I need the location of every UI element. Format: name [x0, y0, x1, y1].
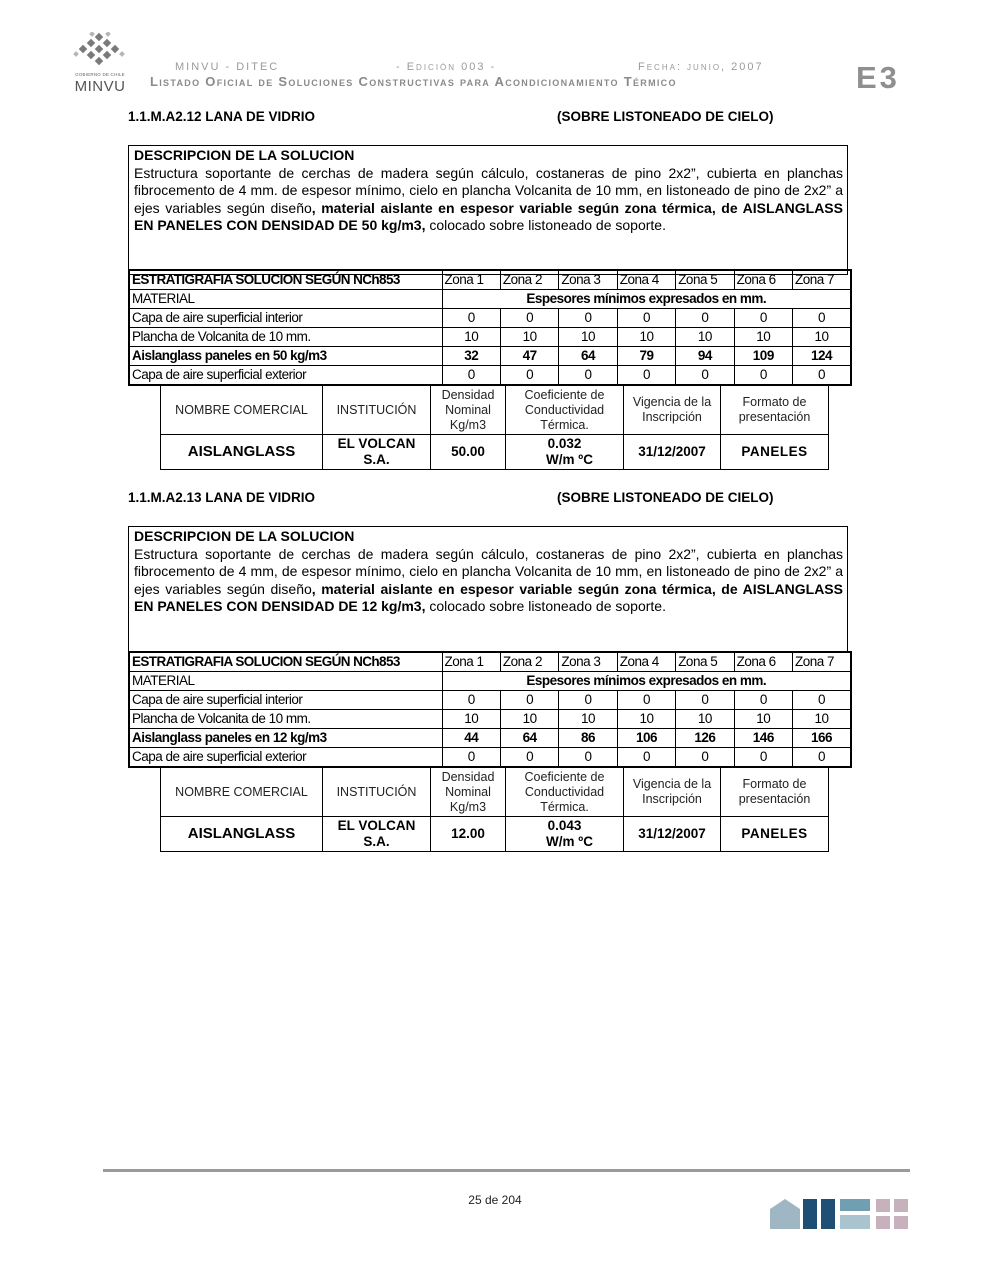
density: 50.00 — [431, 435, 506, 470]
row-name: Aislanglass paneles en 50 kg/m3 — [129, 347, 442, 366]
logo-minvu-text: MINVU — [74, 78, 126, 95]
table-header-row — [161, 386, 829, 435]
format: PANELES — [721, 817, 829, 852]
header-cell: NOMBRE COMERCIAL — [161, 386, 323, 435]
zone-header: Zona 4 — [617, 652, 675, 672]
cell: 0 — [793, 309, 851, 328]
zone-header: Zona 7 — [793, 652, 851, 672]
row-name: Capa de aire superficial interior — [129, 309, 442, 328]
header-cell: Formato de presentación — [721, 768, 829, 817]
header-cell: Densidad Nominal Kg/m3 — [431, 386, 506, 435]
cell: 10 — [676, 328, 734, 347]
cell: 0 — [442, 309, 500, 328]
material-label: MATERIAL — [129, 672, 442, 691]
row-name: Capa de aire superficial exterior — [129, 748, 442, 768]
zone-header: Zona 4 — [617, 270, 675, 290]
cell: 0 — [617, 691, 675, 710]
cell: 124 — [793, 347, 851, 366]
cell: 0 — [734, 691, 792, 710]
institution: EL VOLCAN S.A. — [323, 817, 431, 852]
header-cell: Coeficiente de Conductividad Térmica. — [506, 386, 624, 435]
table-row — [129, 748, 851, 768]
description-text: Estructura soportante de cerchas de madera según cálculo, costaneras de pino 2x2”, cubierta en planchas fibrocemento de 4 mm. de espesor mínimo, cielo en plancha Volcanita de 10 mm, en listoneado de pino de 2x2” a ejes variables según diseño — [134, 164, 843, 216]
row-name: Aislanglass paneles en 12 kg/m3 — [129, 729, 442, 748]
cell: 32 — [442, 347, 500, 366]
cell: 0 — [500, 366, 558, 386]
commercial-name: AISLANGLASS — [161, 817, 323, 852]
table-row — [161, 817, 829, 852]
header-cell: INSTITUCIÓN — [323, 386, 431, 435]
conductivity-cell — [506, 435, 624, 470]
conductivity-cell — [506, 817, 624, 852]
cell: 0 — [442, 748, 500, 768]
header-cell: Densidad Nominal Kg/m3 — [431, 768, 506, 817]
cell: 10 — [559, 710, 617, 729]
footer-divider — [103, 1169, 910, 1172]
cell: 109 — [734, 347, 792, 366]
density: 12.00 — [431, 817, 506, 852]
zone-header: Zona 2 — [500, 270, 558, 290]
section-1-title: 1.1.M.A2.12 LANA DE VIDRIO — [128, 109, 316, 124]
zone-header: Zona 6 — [734, 652, 792, 672]
conductivity-value: 0.043 — [547, 818, 582, 833]
header-org: MINVU - DITEC — [175, 61, 280, 73]
cell: 126 — [676, 729, 734, 748]
description-text-end: colocado sobre listoneado de soporte. — [425, 598, 666, 614]
cell: 10 — [793, 710, 851, 729]
zone-header: Zona 1 — [442, 270, 500, 290]
cell: 106 — [617, 729, 675, 748]
cell: 0 — [559, 691, 617, 710]
row-name: Plancha de Volcanita de 10 mm. — [129, 328, 442, 347]
logo-government-text: GOBIERNO DE CHILE — [75, 72, 125, 77]
table-row — [129, 729, 851, 748]
cell: 0 — [500, 309, 558, 328]
header-date: Fecha: junio, 2007 — [638, 61, 764, 73]
section-2-description — [128, 526, 848, 652]
cell: 0 — [442, 691, 500, 710]
section-2-commercial-table — [160, 767, 829, 852]
cell: 10 — [442, 328, 500, 347]
cell: 0 — [617, 309, 675, 328]
cell: 0 — [617, 366, 675, 386]
table-header-row — [129, 652, 851, 672]
header-title: Listado Oficial de Soluciones Constructivas para Acondicionamiento Térmico — [150, 74, 677, 89]
cell: 0 — [500, 748, 558, 768]
description-text: Estructura soportante de cerchas de madera según cálculo, costaneras de pino 2x2”, cubierta en planchas fibrocemento de 4 mm, de espesor mínimo, cielo en plancha Volcanita de 10 mm, en listoneado de pino de 2x2” a ejes variables según diseño — [134, 545, 843, 597]
section-2-stratigraphy-table — [128, 651, 852, 768]
cell: 0 — [500, 691, 558, 710]
format: PANELES — [721, 435, 829, 470]
description-bold-text: , material aislante en espesor variable según zona térmica, de AISLANGLASS EN PANELES CON DENSIDAD DE 12 kg/m3, — [134, 580, 843, 614]
cell: 10 — [734, 710, 792, 729]
section-1-subtitle: (SOBRE LISTONEADO DE CIELO) — [557, 109, 774, 124]
table-row — [129, 309, 851, 328]
thickness-label: Espesores mínimos expresados en mm. — [442, 290, 851, 309]
footer-logo-icon — [770, 1197, 910, 1229]
logo-emblem-icon — [70, 32, 130, 72]
page-number: 25 de 204 — [468, 1193, 522, 1207]
cell: 0 — [676, 748, 734, 768]
cell: 0 — [793, 366, 851, 386]
material-label: MATERIAL — [129, 290, 442, 309]
cell: 10 — [500, 328, 558, 347]
cell: 0 — [676, 691, 734, 710]
cell: 0 — [734, 748, 792, 768]
commercial-name: AISLANGLASS — [161, 435, 323, 470]
cell: 10 — [442, 710, 500, 729]
section-1-commercial-table — [160, 385, 829, 470]
header-cell: Coeficiente de Conductividad Térmica. — [506, 768, 624, 817]
cell: 0 — [559, 309, 617, 328]
cell: 146 — [734, 729, 792, 748]
table-row — [129, 347, 851, 366]
stratigraphy-header: ESTRATIGRAFIA SOLUCION SEGÚN NCh853 — [129, 652, 442, 672]
thickness-label: Espesores mínimos expresados en mm. — [442, 672, 851, 691]
cell: 0 — [559, 748, 617, 768]
cell: 0 — [559, 366, 617, 386]
section-1-stratigraphy-table — [128, 269, 852, 386]
description-title: DESCRIPCION DE LA SOLUCION — [134, 147, 355, 163]
zone-header: Zona 6 — [734, 270, 792, 290]
section-2-title: 1.1.M.A2.13 LANA DE VIDRIO — [128, 490, 316, 505]
cell: 10 — [734, 328, 792, 347]
cell: 44 — [442, 729, 500, 748]
table-header-row — [129, 270, 851, 290]
row-name: Capa de aire superficial interior — [129, 691, 442, 710]
zone-header: Zona 3 — [559, 652, 617, 672]
table-row — [129, 328, 851, 347]
cell: 79 — [617, 347, 675, 366]
section-2-subtitle: (SOBRE LISTONEADO DE CIELO) — [557, 490, 774, 505]
table-row — [161, 435, 829, 470]
institution: EL VOLCAN S.A. — [323, 435, 431, 470]
description-bold-text: , material aislante en espesor variable según zona térmica, de AISLANGLASS EN PANELES CON DENSIDAD DE 50 kg/m3, — [134, 199, 843, 233]
cell: 0 — [793, 691, 851, 710]
header-edition: - Edición 003 - — [396, 61, 497, 73]
cell: 94 — [676, 347, 734, 366]
table-row — [129, 366, 851, 386]
conductivity-unit: W/m ºC — [546, 452, 593, 467]
header-cell: Vigencia de la Inscripción — [624, 768, 721, 817]
validity: 31/12/2007 — [624, 817, 721, 852]
row-name: Plancha de Volcanita de 10 mm. — [129, 710, 442, 729]
validity: 31/12/2007 — [624, 435, 721, 470]
description-text-end: colocado sobre listoneado de soporte. — [425, 217, 666, 233]
description-title: DESCRIPCION DE LA SOLUCION — [134, 528, 355, 544]
table-row — [129, 710, 851, 729]
cell: 64 — [500, 729, 558, 748]
cell: 0 — [793, 748, 851, 768]
header-cell: Vigencia de la Inscripción — [624, 386, 721, 435]
zone-header: Zona 3 — [559, 270, 617, 290]
row-name: Capa de aire superficial exterior — [129, 366, 442, 386]
table-row — [129, 691, 851, 710]
cell: 10 — [676, 710, 734, 729]
cell: 64 — [559, 347, 617, 366]
cell: 0 — [617, 748, 675, 768]
cell: 10 — [559, 328, 617, 347]
cell: 166 — [793, 729, 851, 748]
cell: 86 — [559, 729, 617, 748]
cell: 0 — [734, 366, 792, 386]
cell: 10 — [617, 328, 675, 347]
header-cell: INSTITUCIÓN — [323, 768, 431, 817]
cell: 10 — [793, 328, 851, 347]
stratigraphy-header: ESTRATIGRAFIA SOLUCION SEGÚN NCh853 — [129, 270, 442, 290]
table-row — [129, 672, 851, 691]
header-code: E3 — [856, 60, 900, 95]
minvu-logo — [70, 32, 130, 94]
cell: 0 — [734, 309, 792, 328]
cell: 47 — [500, 347, 558, 366]
cell: 0 — [676, 309, 734, 328]
zone-header: Zona 7 — [793, 270, 851, 290]
zone-header: Zona 1 — [442, 652, 500, 672]
zone-header: Zona 2 — [500, 652, 558, 672]
header-cell: NOMBRE COMERCIAL — [161, 768, 323, 817]
cell: 10 — [617, 710, 675, 729]
zone-header: Zona 5 — [676, 270, 734, 290]
table-row — [129, 290, 851, 309]
conductivity-value: 0.032 — [547, 436, 582, 451]
cell: 0 — [676, 366, 734, 386]
section-1-description — [128, 145, 848, 275]
conductivity-unit: W/m ºC — [546, 834, 593, 849]
header-cell: Formato de presentación — [721, 386, 829, 435]
cell: 0 — [442, 366, 500, 386]
zone-header: Zona 5 — [676, 652, 734, 672]
table-header-row — [161, 768, 829, 817]
cell: 10 — [500, 710, 558, 729]
